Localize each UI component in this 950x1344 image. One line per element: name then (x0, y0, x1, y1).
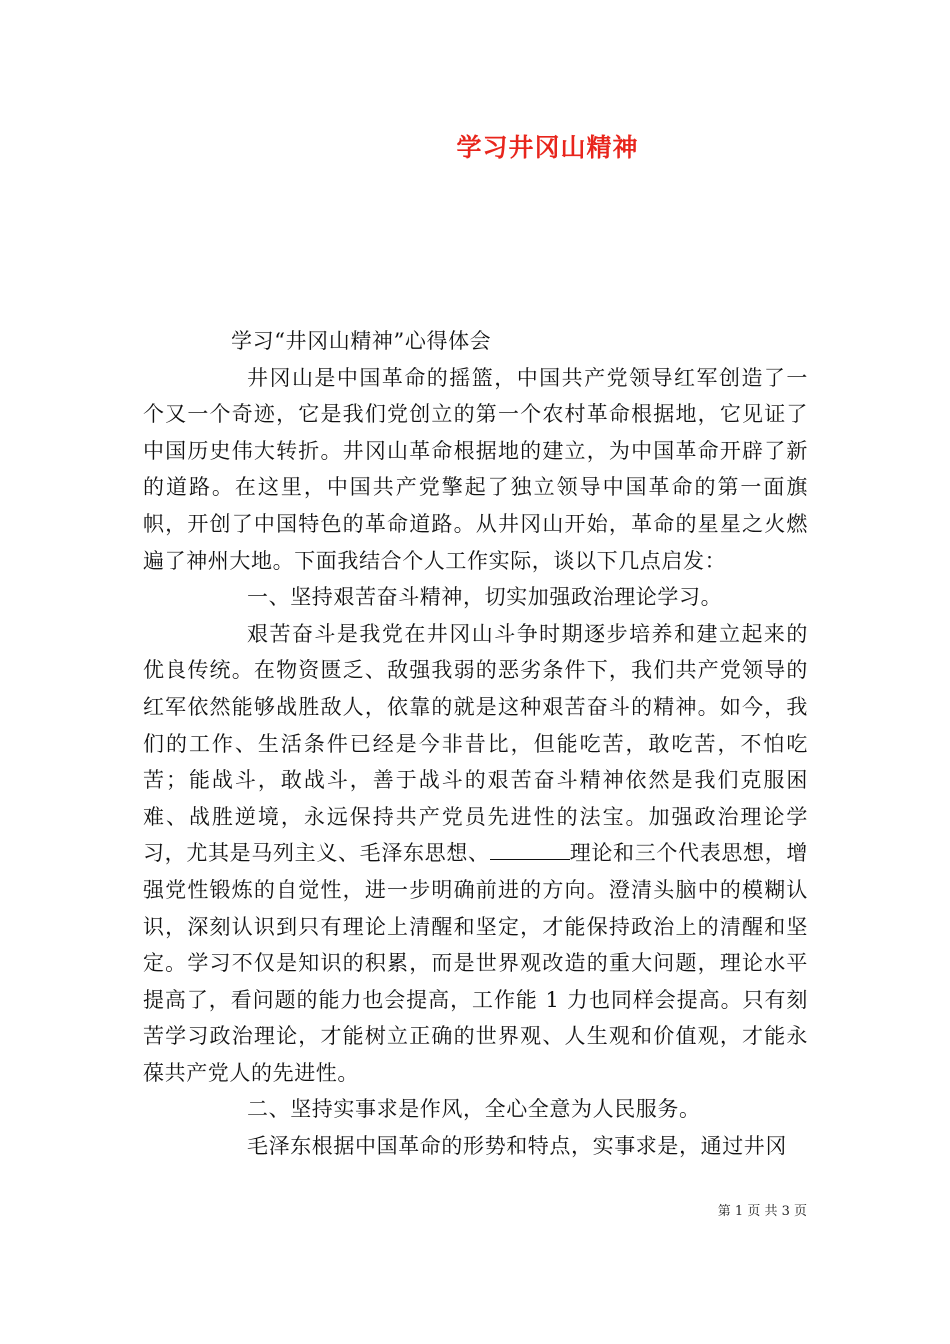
paragraph-intro: 井冈山是中国革命的摇篮，中国共产党领导红军创造了一个又一个奇迹，它是我们党创立的第一个农村革命根据地，它见证了中国历史伟大转折。井冈山革命根据地的建立，为中国革命开辟了新的道路。在这里，中国共产党擎起了独立领导中国革命的第一面旗帜，开创了中国特色的革命道路。从井冈山开始，革命的星星之火燃遍了神州大地。下面我结合个人工作实际，谈以下几点启发： (143, 365, 808, 573)
paragraph-section-1 (143, 616, 808, 1092)
document-subtitle: 学习“井冈山精神”心得体会 (231, 329, 492, 353)
section-heading-2: 二、坚持实事求是作风，全心全意为人民服务。 (247, 1097, 701, 1122)
paragraph-section-1-part-a: 艰苦奋斗是我党在井冈山斗争时期逐步培养和建立起来的优良传统。在物资匮乏、敌强我弱的恶劣条件下，我们共产党领导的红军依然能够战胜敌人，依靠的就是这种艰苦奋斗的精神。如今，我们的工作、生活条件已经是今非昔比，但能吃苦，敢吃苦，不怕吃苦；能战斗，敢战斗，善于战斗的艰苦奋斗精神依然是我们克服困难、战胜逆境，永远保持共产党员先进性的法宝。加强政治理论学习，尤其是马列主义、毛泽东思想、 (143, 621, 808, 866)
document-body (143, 323, 808, 1165)
page-number-footer: 第 1 页 共 3 页 (717, 1204, 807, 1219)
section-heading-1: 一、坚持艰苦奋斗精神，切实加强政治理论学习。 (247, 585, 723, 610)
paragraph-section-2: 毛泽东根据中国革命的形势和特点，实事求是，通过井冈 (247, 1134, 787, 1159)
paragraph-section-1-part-b: 理论和三个代表思想，增强党性锻炼的自觉性，进一步明确前进的方向。澄清头脑中的模糊认识，深刻认识到只有理论上清醒和坚定，才能保持政治上的清醒和坚定。学习不仅是知识的积累，而是世界观改造的重大问题，理论水平提高了，看问题的能力也会提高，工作能 1 力也同样会提高。只有刻苦学习政治理论，才能树立正确的世界观、人生观和价值观，才能永葆共产党人的先进性。 (143, 841, 808, 1085)
blank-underline (490, 841, 570, 860)
document-title: 学习井冈山精神 (456, 133, 639, 162)
